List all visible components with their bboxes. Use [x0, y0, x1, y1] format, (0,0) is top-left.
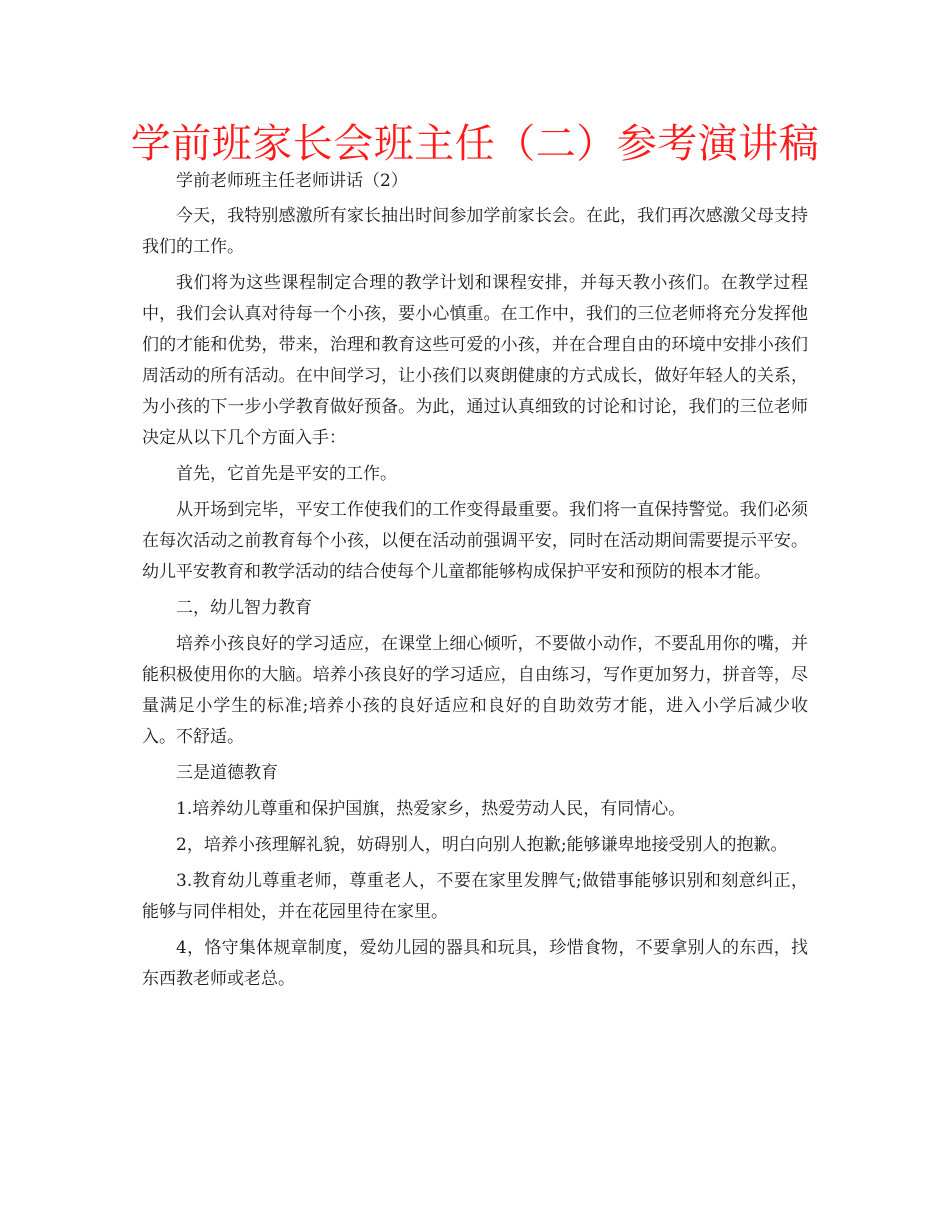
list-item-1: 1.培养幼儿尊重和保护国旗，热爱家乡，热爱劳动人民，有同情心。	[176, 799, 686, 819]
paragraph-3: 首先，它首先是平安的工作。	[176, 464, 397, 484]
document-title: 学前班家长会班主任（二）参考演讲稿	[130, 121, 820, 167]
paragraph-2: 我们将为这些课程制定合理的教学计划和课程安排，并每天教小孩们。在教学过程中，我们会认真对待每一个小孩，要小心慎重。在工作中，我们的三位老师将充分发挥他们的才能和优势，带来，治理和教育这些可爱的小孩，并在合理自由的环境中安排小孩们周活动的所有活动。在中间学习，让小孩们以爽朗健康的方式成长，做好年轻人的关系，为小孩的下一步小学教育做好预备。为此，通过认真细致的讨论和讨论，我们的三位老师决定从以下几个方面入手：	[142, 273, 808, 448]
list-item-4: 4，恪守集体规章制度，爱幼儿园的器具和玩具，珍惜食物，不要拿别人的东西，找东西教老师或老总。	[142, 938, 808, 989]
document-body	[142, 166, 808, 1000]
document-subtitle: 学前老师班主任老师讲话（2）	[176, 171, 408, 191]
list-item-3: 3.教育幼儿尊重老师，尊重老人，不要在家里发脾气;做错事能够识别和刻意纠正，能够与同伴相处，并在花园里待在家里。	[142, 871, 808, 922]
paragraph-4: 从开场到完毕，平安工作使我们的工作变得最重要。我们将一直保持警觉。我们必须在每次活动之前教育每个小孩，以便在活动前强调平安，同时在活动期间需要提示平安。幼儿平安教育和教学活动的结合使每个儿童都能够构成保护平安和预防的根本才能。	[142, 500, 808, 582]
paragraph-5: 培养小孩良好的学习适应，在课堂上细心倾听，不要做小动作，不要乱用你的嘴，并能积极使用你的大脑。培养小孩良好的学习适应，自由练习，写作更加努力，拼音等，尽量满足小学生的标准;培养小孩的良好适应和良好的自助效劳才能，进入小学后减少收入。不舒适。	[142, 634, 808, 747]
section-heading-3: 三是道德教育	[176, 763, 278, 783]
section-heading-2: 二，幼儿智力教育	[176, 598, 312, 618]
list-item-2: 2，培养小孩理解礼貌，妨碍别人，明白向别人抱歉;能够谦卑地接受别人的抱歉。	[176, 835, 788, 855]
paragraph-1: 今天，我特别感激所有家长抽出时间参加学前家长会。在此，我们再次感激父母支持我们的工作。	[142, 206, 808, 257]
